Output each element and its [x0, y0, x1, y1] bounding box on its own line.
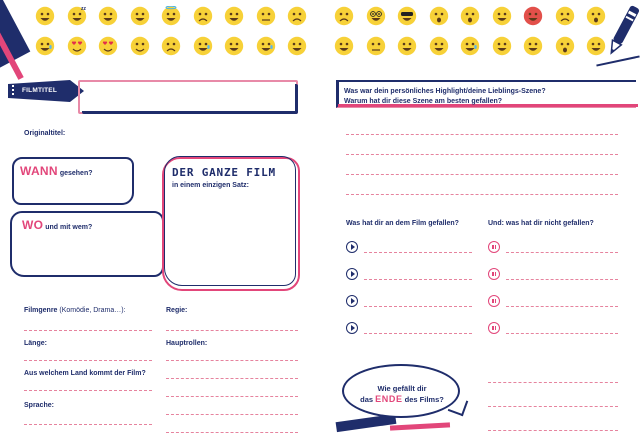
liked-label: Was hat dir an dem Film gefallen?: [346, 220, 459, 227]
land-label: Aus welchem Land kommt der Film?: [24, 370, 146, 377]
hauptrollen-label: Hauptrollen:: [166, 340, 208, 347]
slightly-smiling-face-icon: [334, 36, 354, 56]
astonished-face-icon: [460, 6, 480, 26]
sweat-face-icon: [35, 36, 55, 56]
smiling-face-icon: [397, 36, 417, 56]
wann-rest: gesehen?: [59, 170, 93, 177]
heart-eyes-face-2-icon: [98, 36, 118, 56]
bubble-text: [352, 384, 452, 405]
highlight-line-4[interactable]: [346, 194, 618, 195]
liked-line-4[interactable]: [364, 333, 472, 334]
pen-icon: [606, 2, 640, 60]
bubble-line-1: Wie gefällt dir: [377, 384, 427, 393]
shocked-face-icon: [555, 36, 575, 56]
sprache-label: Sprache:: [24, 402, 54, 409]
originaltitel-label: Originaltitel:: [24, 130, 66, 137]
ganze-film-heading: DER GANZE FILM: [172, 166, 276, 179]
beaming-face-2-icon: [492, 6, 512, 26]
ende-line-2[interactable]: [488, 406, 618, 407]
sprache-line[interactable]: [24, 424, 152, 425]
svg-text:zz: zz: [80, 6, 86, 12]
pause-icon: [488, 241, 500, 253]
grinning-sweat-face-icon: [460, 36, 480, 56]
highlight-question-2: Warum hat dir diese Szene am besten gefallen?: [344, 98, 503, 105]
disliked-line-1[interactable]: [506, 252, 618, 253]
smiling-face-with-halo-icon: [161, 6, 181, 26]
genre-text: Filmgenre: [24, 307, 58, 314]
highlight-line-2[interactable]: [346, 154, 618, 155]
bubble-rest: des Films?: [404, 395, 444, 404]
nerd-face-icon: [366, 6, 386, 26]
play-icon: [346, 295, 358, 307]
money-mouth-face-icon: [523, 36, 543, 56]
ganze-film-sub: in einem einzigen Satz:: [172, 182, 250, 189]
sleeping-face-icon: [67, 6, 87, 26]
smirking-face-icon: [287, 36, 307, 56]
kissing-heart-face-icon: [130, 36, 150, 56]
neutral-face-2-icon: [366, 36, 386, 56]
regie-line[interactable]: [166, 330, 298, 331]
filmtitel-field-shadow: [82, 84, 298, 114]
hauptrollen-line-4[interactable]: [166, 414, 298, 415]
tongue-out-face-icon: [429, 36, 449, 56]
grinning-face-icon: [35, 6, 55, 26]
worried-face-icon: [161, 36, 181, 56]
laenge-line[interactable]: [24, 360, 152, 361]
laenge-label: Länge:: [24, 340, 47, 347]
exploding-head-face-icon: [586, 6, 606, 26]
liked-line-1[interactable]: [364, 252, 472, 253]
highlight-question-1: Was war dein persönliches Highlight/deine Lieblings-Szene?: [344, 88, 546, 95]
highlight-line-1[interactable]: [346, 134, 618, 135]
land-line[interactable]: [24, 390, 152, 391]
tears-of-joy-face-icon: [256, 36, 276, 56]
crying-face-icon: [193, 36, 213, 56]
genre-line[interactable]: [24, 330, 152, 331]
liked-line-3[interactable]: [364, 306, 472, 307]
ende-line-1[interactable]: [488, 382, 618, 383]
hauptrollen-line-3[interactable]: [166, 396, 298, 397]
anguished-face-icon: [555, 6, 575, 26]
ende-line-3[interactable]: [488, 430, 618, 431]
bubble-line-2: [352, 394, 452, 405]
disliked-line-4[interactable]: [506, 333, 618, 334]
angry-devil-face-icon: [523, 6, 543, 26]
frowning-face-icon: [193, 6, 213, 26]
disliked-line-3[interactable]: [506, 306, 618, 307]
pause-icon: [488, 322, 500, 334]
bubble-ende: ENDE: [375, 394, 403, 404]
wo-rest: und mit wem?: [45, 224, 93, 231]
grimacing-face-icon: [224, 36, 244, 56]
play-icon: [346, 322, 358, 334]
regie-label: Regie:: [166, 307, 188, 314]
pause-icon: [488, 295, 500, 307]
corner-stroke-navy: [0, 0, 30, 68]
wann-big: WANN: [20, 164, 58, 178]
heart-eyes-face-icon: [67, 36, 87, 56]
wann-label: [20, 164, 93, 178]
wo-label: [22, 218, 92, 232]
hauptrollen-line-1[interactable]: [166, 360, 298, 361]
decorative-stripe-pink: [390, 422, 450, 430]
genre-label: [24, 307, 126, 314]
genre-hint: (Komödie, Drama…):: [59, 307, 126, 314]
disliked-label: Und: was hat dir nicht gefallen?: [488, 220, 594, 227]
confused-face-icon: [334, 6, 354, 26]
pause-icon: [488, 268, 500, 280]
highlight-line-3[interactable]: [346, 174, 618, 175]
hauptrollen-line-2[interactable]: [166, 378, 298, 379]
play-icon: [346, 268, 358, 280]
liked-line-2[interactable]: [364, 279, 472, 280]
hushed-face-icon: [429, 6, 449, 26]
disliked-line-2[interactable]: [506, 279, 618, 280]
beaming-face-icon: [130, 6, 150, 26]
wo-big: WO: [22, 218, 44, 232]
grinning-face-big-eyes-icon: [98, 6, 118, 26]
hauptrollen-line-5[interactable]: [166, 432, 298, 433]
pensive-face-icon: [287, 6, 307, 26]
sunglasses-face-icon: [397, 6, 417, 26]
grinning-squinting-face-icon: [224, 6, 244, 26]
filmtitel-label: FILMTITEL: [22, 87, 58, 94]
winking-tongue-face-icon: [586, 36, 606, 56]
play-icon: [346, 241, 358, 253]
thinking-face-icon: [492, 36, 512, 56]
neutral-face-icon: [256, 6, 276, 26]
bubble-das: das: [360, 395, 374, 404]
